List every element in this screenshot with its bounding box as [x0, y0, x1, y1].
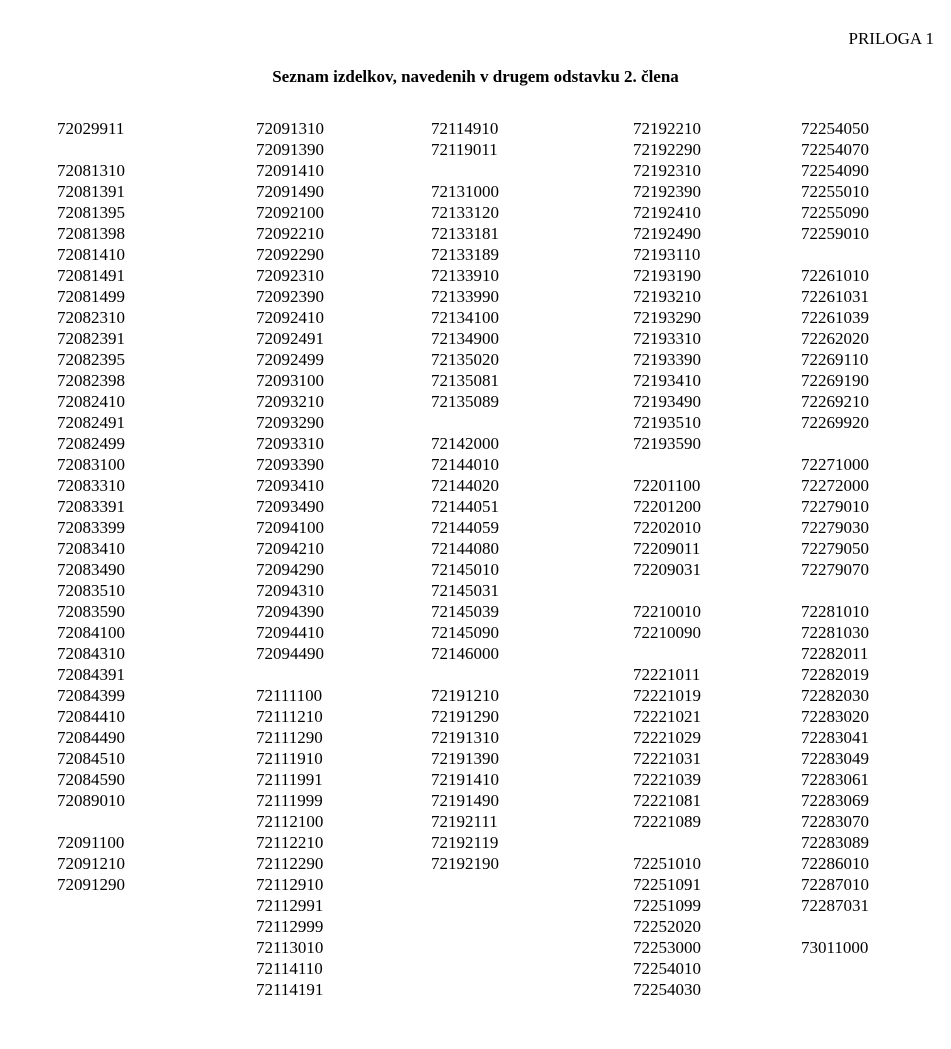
tariff-code: 72192119 — [431, 833, 499, 852]
code-column-5 — [801, 118, 869, 958]
tariff-code: 72283061 — [801, 770, 869, 789]
tariff-code: 72112290 — [256, 854, 324, 873]
tariff-code: 72114910 — [431, 119, 499, 138]
tariff-code: 72135020 — [431, 350, 499, 369]
tariff-code: 72283049 — [801, 749, 869, 768]
tariff-code: 72193310 — [633, 329, 701, 348]
tariff-code: 72145031 — [431, 581, 499, 600]
tariff-code: 72133189 — [431, 245, 499, 264]
tariff-code: 72279050 — [801, 539, 869, 558]
tariff-code: 72133120 — [431, 203, 499, 222]
tariff-code: 72193190 — [633, 266, 701, 285]
tariff-code: 72094290 — [256, 560, 324, 579]
tariff-code: 72111991 — [256, 770, 323, 789]
tariff-code: 72092290 — [256, 245, 324, 264]
tariff-code: 72282030 — [801, 686, 869, 705]
tariff-code: 72221029 — [633, 728, 701, 747]
tariff-code: 72191210 — [431, 686, 499, 705]
spacer-row — [633, 643, 701, 664]
spacer-row — [256, 664, 324, 685]
tariff-code: 72283020 — [801, 707, 869, 726]
tariff-code: 72221031 — [633, 749, 701, 768]
spacer-row — [801, 580, 869, 601]
tariff-code: 72093490 — [256, 497, 324, 516]
tariff-code: 72259010 — [801, 224, 869, 243]
tariff-code: 72191310 — [431, 728, 499, 747]
tariff-code: 72282019 — [801, 665, 869, 684]
tariff-code: 72145010 — [431, 560, 499, 579]
tariff-code: 72091490 — [256, 182, 324, 201]
tariff-code: 72191410 — [431, 770, 499, 789]
tariff-code: 72282011 — [801, 644, 869, 663]
tariff-code: 72133990 — [431, 287, 499, 306]
spacer-row — [633, 454, 701, 475]
tariff-code: 72144080 — [431, 539, 499, 558]
tariff-code: 72254050 — [801, 119, 869, 138]
tariff-code: 72209031 — [633, 560, 701, 579]
tariff-code: 72084410 — [57, 707, 125, 726]
tariff-code: 72269190 — [801, 371, 869, 390]
tariff-code: 72093210 — [256, 392, 324, 411]
spacer-row — [57, 139, 125, 160]
tariff-code: 72084310 — [57, 644, 125, 663]
tariff-code: 72112100 — [256, 812, 324, 831]
tariff-code: 72092310 — [256, 266, 324, 285]
tariff-code: 72202010 — [633, 518, 701, 537]
tariff-code: 72111210 — [256, 707, 323, 726]
tariff-code: 72287010 — [801, 875, 869, 894]
tariff-code: 72111910 — [256, 749, 323, 768]
tariff-code: 72192490 — [633, 224, 701, 243]
tariff-code: 72135081 — [431, 371, 499, 390]
tariff-code: 72091410 — [256, 161, 324, 180]
tariff-code: 72091390 — [256, 140, 324, 159]
tariff-code: 72083391 — [57, 497, 125, 516]
tariff-code: 72209011 — [633, 539, 701, 558]
tariff-code: 72271000 — [801, 455, 869, 474]
tariff-code: 72082391 — [57, 329, 125, 348]
spacer-row — [431, 664, 499, 685]
tariff-code: 72283089 — [801, 833, 869, 852]
tariff-code: 72191390 — [431, 749, 499, 768]
tariff-code: 72112210 — [256, 833, 324, 852]
tariff-code: 72193390 — [633, 350, 701, 369]
spacer-row — [801, 916, 869, 937]
tariff-code: 72221039 — [633, 770, 701, 789]
tariff-code: 72081398 — [57, 224, 125, 243]
tariff-code: 72083100 — [57, 455, 125, 474]
tariff-code: 72144020 — [431, 476, 499, 495]
tariff-code: 72254030 — [633, 980, 701, 999]
tariff-code: 72201100 — [633, 476, 701, 495]
tariff-code: 72133910 — [431, 266, 499, 285]
tariff-code: 72081491 — [57, 266, 125, 285]
tariff-code: 72084399 — [57, 686, 125, 705]
tariff-code: 72084510 — [57, 749, 125, 768]
tariff-code: 72092390 — [256, 287, 324, 306]
tariff-code: 72286010 — [801, 854, 869, 873]
tariff-code: 72287031 — [801, 896, 869, 915]
tariff-code: 72269110 — [801, 350, 869, 369]
code-column-4 — [633, 118, 701, 1000]
tariff-code: 72093390 — [256, 455, 324, 474]
tariff-code: 72261039 — [801, 308, 869, 327]
tariff-code: 72261031 — [801, 287, 869, 306]
tariff-code: 72029911 — [57, 119, 125, 138]
tariff-code: 72094100 — [256, 518, 324, 537]
spacer-row — [431, 160, 499, 181]
tariff-code: 72114110 — [256, 959, 323, 978]
tariff-code: 72145090 — [431, 623, 499, 642]
tariff-code: 72092499 — [256, 350, 324, 369]
tariff-code: 72112910 — [256, 875, 324, 894]
tariff-code: 72083410 — [57, 539, 125, 558]
tariff-code: 72092210 — [256, 224, 324, 243]
tariff-code: 72192390 — [633, 182, 701, 201]
tariff-code: 72254070 — [801, 140, 869, 159]
tariff-code: 72083510 — [57, 581, 125, 600]
tariff-code: 72210010 — [633, 602, 701, 621]
tariff-code: 72082398 — [57, 371, 125, 390]
tariff-code: 72134100 — [431, 308, 499, 327]
tariff-code: 72144051 — [431, 497, 499, 516]
tariff-code: 72082491 — [57, 413, 125, 432]
tariff-code: 72082499 — [57, 434, 125, 453]
tariff-code: 72091210 — [57, 854, 125, 873]
tariff-code: 72254090 — [801, 161, 869, 180]
tariff-code: 72279070 — [801, 560, 869, 579]
tariff-code: 72083399 — [57, 518, 125, 537]
tariff-code: 72251099 — [633, 896, 701, 915]
tariff-code: 72092491 — [256, 329, 324, 348]
tariff-code: 72193290 — [633, 308, 701, 327]
tariff-code: 72221021 — [633, 707, 701, 726]
tariff-code: 72255090 — [801, 203, 869, 222]
tariff-code: 72082410 — [57, 392, 125, 411]
spacer-row — [57, 811, 125, 832]
tariff-code: 72252020 — [633, 917, 701, 936]
tariff-code: 72262020 — [801, 329, 869, 348]
tariff-code: 72192210 — [633, 119, 701, 138]
tariff-code: 72083590 — [57, 602, 125, 621]
tariff-code: 72084100 — [57, 623, 125, 642]
tariff-code: 72094310 — [256, 581, 324, 600]
tariff-code: 72112999 — [256, 917, 324, 936]
tariff-code: 72111999 — [256, 791, 323, 810]
tariff-code: 72093310 — [256, 434, 324, 453]
tariff-code: 72192410 — [633, 203, 701, 222]
tariff-code: 72092100 — [256, 203, 324, 222]
spacer-row — [431, 412, 499, 433]
tariff-code: 72221019 — [633, 686, 701, 705]
tariff-code: 72111100 — [256, 686, 323, 705]
tariff-code: 72251010 — [633, 854, 701, 873]
tariff-code: 72269920 — [801, 413, 869, 432]
tariff-code: 72094410 — [256, 623, 324, 642]
tariff-code: 72133181 — [431, 224, 499, 243]
tariff-code: 72283069 — [801, 791, 869, 810]
tariff-code: 72193510 — [633, 413, 701, 432]
tariff-code: 72111290 — [256, 728, 323, 747]
tariff-code: 72145039 — [431, 602, 499, 621]
spacer-row — [801, 433, 869, 454]
tariff-code: 72113010 — [256, 938, 324, 957]
tariff-code: 72084391 — [57, 665, 125, 684]
tariff-code: 72082395 — [57, 350, 125, 369]
spacer-row — [633, 832, 701, 853]
tariff-code: 72114191 — [256, 980, 324, 999]
tariff-code: 73011000 — [801, 938, 869, 957]
tariff-code: 72279010 — [801, 497, 869, 516]
tariff-code: 72091310 — [256, 119, 324, 138]
spacer-row — [633, 580, 701, 601]
tariff-code: 72281010 — [801, 602, 869, 621]
tariff-code: 72281030 — [801, 623, 869, 642]
tariff-code: 72082310 — [57, 308, 125, 327]
tariff-code: 72081310 — [57, 161, 125, 180]
tariff-code: 72093410 — [256, 476, 324, 495]
tariff-code: 72193210 — [633, 287, 701, 306]
tariff-code: 72210090 — [633, 623, 701, 642]
tariff-code: 72192111 — [431, 812, 498, 831]
tariff-code: 72221081 — [633, 791, 701, 810]
tariff-code: 72134900 — [431, 329, 499, 348]
tariff-code: 72081395 — [57, 203, 125, 222]
tariff-code: 72081499 — [57, 287, 125, 306]
tariff-code: 72193410 — [633, 371, 701, 390]
tariff-code: 72191490 — [431, 791, 499, 810]
tariff-code: 72192310 — [633, 161, 701, 180]
tariff-code: 72094210 — [256, 539, 324, 558]
tariff-code: 72112991 — [256, 896, 324, 915]
tariff-code: 72269210 — [801, 392, 869, 411]
tariff-code: 72221011 — [633, 665, 701, 684]
tariff-code: 72119011 — [431, 140, 498, 159]
tariff-code: 72283041 — [801, 728, 869, 747]
tariff-code: 72089010 — [57, 791, 125, 810]
tariff-code: 72093100 — [256, 371, 324, 390]
tariff-code: 72083310 — [57, 476, 125, 495]
tariff-code: 72146000 — [431, 644, 499, 663]
tariff-code: 72142000 — [431, 434, 499, 453]
tariff-code: 72192190 — [431, 854, 499, 873]
tariff-code: 72081410 — [57, 245, 125, 264]
tariff-code: 72279030 — [801, 518, 869, 537]
tariff-code: 72253000 — [633, 938, 701, 957]
tariff-code: 72084590 — [57, 770, 125, 789]
tariff-code: 72084490 — [57, 728, 125, 747]
tariff-code: 72094390 — [256, 602, 324, 621]
tariff-code: 72083490 — [57, 560, 125, 579]
tariff-code: 72261010 — [801, 266, 869, 285]
code-column-1 — [57, 118, 125, 895]
tariff-code: 72144010 — [431, 455, 499, 474]
code-column-2 — [256, 118, 324, 1000]
tariff-code: 72144059 — [431, 518, 499, 537]
document-title: Seznam izdelkov, navedenih v drugem odstavku 2. člena — [272, 67, 679, 86]
tariff-code: 72193590 — [633, 434, 701, 453]
tariff-code: 72091290 — [57, 875, 125, 894]
tariff-code: 72091100 — [57, 833, 125, 852]
tariff-code: 72081391 — [57, 182, 125, 201]
spacer-row — [801, 244, 869, 265]
tariff-code: 72201200 — [633, 497, 701, 516]
tariff-code: 72272000 — [801, 476, 869, 495]
code-column-3 — [431, 118, 499, 874]
tariff-code: 72135089 — [431, 392, 499, 411]
tariff-code: 72193490 — [633, 392, 701, 411]
tariff-code: 72192290 — [633, 140, 701, 159]
tariff-code: 72255010 — [801, 182, 869, 201]
tariff-code: 72283070 — [801, 812, 869, 831]
tariff-code: 72093290 — [256, 413, 324, 432]
annex-label: PRILOGA 1 — [848, 29, 934, 48]
tariff-code: 72094490 — [256, 644, 324, 663]
tariff-code: 72193110 — [633, 245, 701, 264]
tariff-code: 72191290 — [431, 707, 499, 726]
tariff-code: 72092410 — [256, 308, 324, 327]
tariff-code: 72131000 — [431, 182, 499, 201]
tariff-code: 72221089 — [633, 812, 701, 831]
tariff-code: 72254010 — [633, 959, 701, 978]
tariff-code: 72251091 — [633, 875, 701, 894]
